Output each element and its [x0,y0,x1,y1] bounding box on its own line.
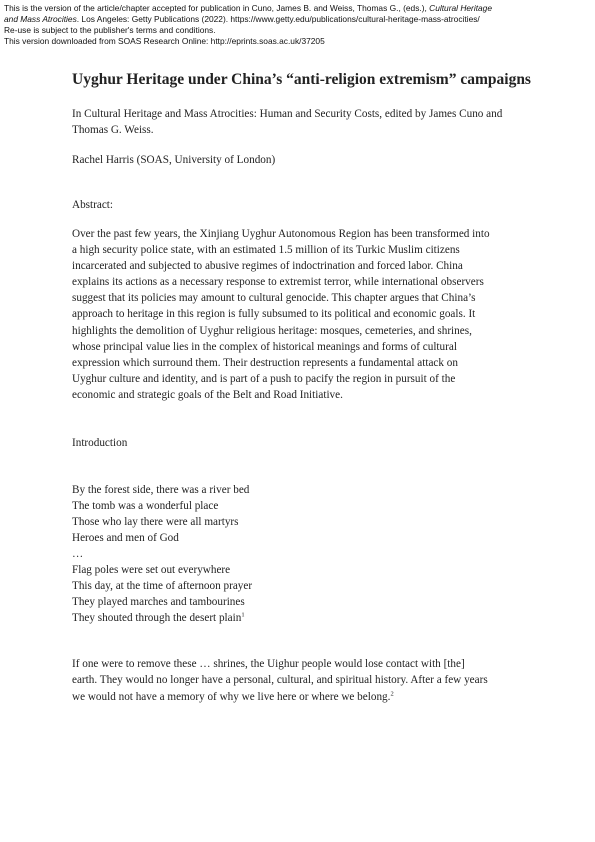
block-quote [72,656,522,705]
abstract-line: explains its actions as a necessary response to extremist terror, while international observers [72,276,484,289]
header-line-2 [4,14,589,25]
introduction-heading: Introduction [72,437,128,450]
header-book-title-part2: and Mass Atrocities [4,14,77,24]
abstract-line: a high security police state, with an estimated 1.5 million of its Turkic Muslim citizens [72,244,460,257]
abstract-line: economic and strategic goals of the Belt and Road Initiative. [72,388,343,401]
poem-line-last [72,610,522,626]
poem-line: … [72,548,84,561]
abstract-line: approach to heritage in this region is fully subsumed to its political and economic goals. It [72,308,476,321]
abstract-line: whose principal value lies in the complex of historical meanings and forms of cultural [72,340,457,353]
header-line-1 [4,3,589,14]
abstract-line: suggest that its policies may amount to cultural genocide. This chapter argues that China’s [72,292,476,305]
author-line: Rachel Harris (SOAS, University of London) [72,154,276,166]
header-line-3: Re-use is subject to the publisher's terms and conditions. [4,25,216,35]
abstract-line: Uyghur culture and identity, and is part of a push to pacify the region in pursuit of the [72,372,456,385]
poem-line: Those who lay there were all martyrs [72,516,239,529]
quote-line: earth. They would no longer have a personal, cultural, and spiritual history. After a few years [72,674,488,687]
quote-line: If one were to remove these … shrines, the Uighur people would lose contact with [the] [72,658,465,671]
chapter-body [72,70,531,705]
poem-line: They played marches and tambourines [72,596,245,609]
header-line-4: This version downloaded from SOAS Research Online: http://eprints.soas.ac.uk/37205 [4,36,325,46]
poem-line: This day, at the time of afternoon prayer [72,580,253,593]
footnote-marker[interactable]: 1 [241,611,245,619]
footnote-marker[interactable]: 2 [390,689,394,697]
abstract-line: Over the past few years, the Xinjiang Uyghur Autonomous Region has been transformed into [72,228,490,240]
abstract-line: expression which surround them. Their destruction represents a fundamental attack on [72,356,458,369]
abstract-heading: Abstract: [72,199,114,211]
quote-line-text: we would not have a memory of why we live here or where we belong. [72,690,391,703]
poem-line: The tomb was a wonderful place [72,500,219,513]
abstract-line: incarcerated and subjected to abusive regimes of indoctrination and forced labor. China [72,260,463,273]
poem-line: Flag poles were set out everywhere [72,564,231,577]
header-publisher-text: . Los Angeles: Getty Publications (2022). https://www.getty.edu/publications/cultural-heritage-mass-atrocities/ [76,14,480,24]
abstract-paragraph [72,226,522,403]
poem-line: By the forest side, there was a river bed [72,484,250,497]
poem-line: Heroes and men of God [72,532,179,545]
book-reference: In Cultural Heritage and Mass Atrocities: Human and Security Costs, edited by James Cuno and Thomas G. Weiss. [72,108,503,136]
repository-header-note [4,3,589,47]
epigraph-poem [72,482,522,626]
header-citation-text: This is the version of the article/chapter accepted for publication in Cuno, James B. and Weiss, Thomas G., (eds.), [4,3,430,13]
poem-line-text: They shouted through the desert plain [72,612,242,625]
chapter-title: Uyghur Heritage under China’s “anti-religion extremism” campaigns [72,71,531,88]
abstract-line: highlights the demolition of Uyghur religious heritage: mosques, cemeteries, and shrines, [72,324,472,337]
header-book-title-part1: Cultural Heritage [429,3,492,13]
quote-line-last [72,689,522,705]
